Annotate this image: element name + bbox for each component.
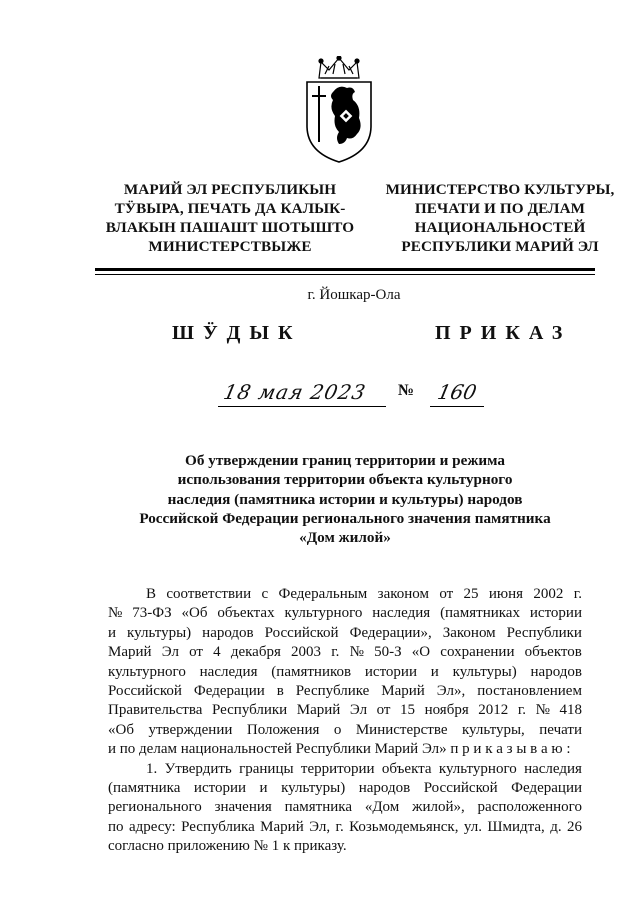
title-line: наследия (памятника истории и культуры) народов <box>167 490 523 508</box>
header-right-line: МИНИСТЕРСТВО КУЛЬТУРЫ, <box>385 181 615 198</box>
title-line: Об утверждении границ территории и режима <box>185 452 505 469</box>
body-word: сохранении <box>440 644 515 661</box>
body-word: ноября <box>424 702 469 719</box>
document-title <box>110 451 580 547</box>
body-word: 2003 <box>291 644 322 661</box>
body-line <box>108 624 582 643</box>
coat-of-arms-emblem <box>299 56 379 164</box>
body-word: с <box>261 586 269 602</box>
body-word: г. <box>335 818 344 835</box>
body-word: Эл», <box>436 683 466 700</box>
body-word: Утвердить <box>164 760 232 777</box>
body-word: расположенного <box>477 799 582 816</box>
body-word: Федерации <box>511 780 582 797</box>
body-word: печати <box>539 721 582 738</box>
sword-icon <box>312 86 326 142</box>
body-word: № <box>108 605 123 622</box>
body-word: № <box>535 702 550 719</box>
header-left-line: МИНИСТЕРСТВЫЖЕ <box>148 238 312 255</box>
body-word: народов <box>358 780 411 797</box>
body-word: 2002 <box>533 586 564 602</box>
handwritten-number: 160 <box>435 380 479 404</box>
body-word: законом <box>377 586 429 602</box>
body-word: истории <box>529 605 582 622</box>
body-line <box>108 701 582 720</box>
title-line: использования территории объекта культурного <box>177 471 513 489</box>
crown-icon <box>319 56 359 78</box>
body-word: Эл, <box>309 818 331 835</box>
body-line <box>108 663 582 682</box>
body-line <box>108 818 582 837</box>
body-word: Республики <box>211 702 288 719</box>
header-divider-thin <box>95 274 595 275</box>
body-word: и <box>108 624 117 641</box>
header-right-russian <box>370 180 630 256</box>
body-word: «О <box>411 644 431 661</box>
body-word: 26 <box>567 818 582 835</box>
body-word: В <box>146 586 157 602</box>
header-left-line: МАРИЙ ЭЛ РЕСПУБЛИКЫН <box>123 181 337 198</box>
body-word: территории <box>300 760 375 777</box>
header-right-line: РЕСПУБЛИКИ МАРИЙ ЭЛ <box>401 238 599 255</box>
body-word: 15 <box>400 702 416 719</box>
body-word: границы <box>239 760 294 777</box>
body-word: объектов <box>524 644 582 661</box>
body-word: Федерации <box>193 683 265 700</box>
body-word: от <box>439 586 454 602</box>
title-line: «Дом жилой» <box>299 529 391 547</box>
body-word: от <box>189 644 203 661</box>
body-word: 1. <box>146 760 158 777</box>
header-right-line: НАЦИОНАЛЬНОСТЕЙ <box>414 219 586 236</box>
body-word: «Дом <box>364 799 400 816</box>
body-word: (памятника <box>108 780 181 797</box>
body-word: Республике <box>295 683 370 700</box>
body-word: народов <box>202 624 254 641</box>
body-word: Республика <box>181 818 255 835</box>
body-word: «Об <box>181 605 208 622</box>
body-word: по <box>108 818 124 835</box>
document-body <box>108 585 582 857</box>
body-word: культурного <box>284 605 363 622</box>
body-word: Законом <box>442 624 496 641</box>
body-word: Российской <box>423 780 498 797</box>
body-word: Правительства <box>108 702 203 719</box>
handwritten-date: 18 мая 2023 <box>221 380 369 404</box>
body-word: и <box>430 663 439 680</box>
order-word-mari: ШӰДЫК <box>172 322 302 344</box>
body-word: (памятников <box>271 663 352 680</box>
body-word: Российской <box>108 683 182 700</box>
body-line <box>108 682 582 701</box>
body-word: жилой», <box>412 799 465 816</box>
header-left-mari <box>100 180 360 256</box>
body-word: Шмидта, <box>487 818 545 835</box>
body-word: культурного <box>438 760 517 777</box>
body-word: культуры) <box>281 780 346 797</box>
body-word: ул. <box>463 818 482 835</box>
body-word: культуры, <box>461 721 525 738</box>
body-word: объекта <box>381 760 432 777</box>
body-line <box>108 585 582 604</box>
body-word: о <box>333 721 342 738</box>
body-word: г. <box>573 586 582 602</box>
date-underline <box>218 406 386 407</box>
body-line <box>108 643 582 662</box>
body-word: наследия <box>372 605 431 622</box>
body-word: соответствии <box>166 586 252 602</box>
body-word: (памятниках <box>440 605 520 622</box>
number-sign: № <box>398 382 415 399</box>
date-number-line <box>218 372 518 412</box>
body-word: истории <box>364 663 417 680</box>
body-word: адресу: <box>128 818 176 835</box>
body-word: в <box>276 683 284 700</box>
body-word: истории <box>193 780 247 797</box>
order-word-russian: ПРИКАЗ <box>435 322 572 344</box>
body-line <box>108 798 582 817</box>
body-word: народов <box>530 663 582 680</box>
body-word: № <box>349 644 364 661</box>
body-word: Козьмодемьянск, <box>349 818 459 835</box>
city-name: г. Йошкар-Ола <box>307 287 401 303</box>
body-word: декабря <box>230 644 281 661</box>
body-word: постановлением <box>477 683 582 700</box>
body-word: 50-З <box>374 644 402 661</box>
body-word: объектах <box>217 605 275 622</box>
header-right-line: ПЕЧАТИ И ПО ДЕЛАМ <box>414 200 586 217</box>
body-word: «Об <box>108 721 134 738</box>
body-word: Марий <box>296 702 341 719</box>
title-line: Российской Федерации регионального значения памятника <box>139 509 551 527</box>
body-word: наследия <box>524 760 582 777</box>
body-word: Российской <box>264 624 339 641</box>
header-divider-thick <box>95 268 595 271</box>
body-word: памятника <box>284 799 352 816</box>
body-word: Эл <box>349 702 368 719</box>
body-line <box>108 837 582 856</box>
body-word: 73-ФЗ <box>132 605 172 622</box>
body-line <box>108 604 582 623</box>
body-word: июня <box>488 586 524 602</box>
body-word: Марий <box>108 644 152 661</box>
body-word: наследия <box>199 663 258 680</box>
body-word: 4 <box>213 644 221 661</box>
body-line <box>108 779 582 798</box>
body-line <box>108 760 582 779</box>
body-word: Положения <box>246 721 320 738</box>
header-left-line: ВЛАКЫН ПАШАШТ ШОТЫШТО <box>105 219 355 236</box>
header-left-line: ТӰВЫРА, ПЕЧАТЬ ДА КАЛЫК- <box>114 200 346 217</box>
body-line-text: и по делам национальностей Республики Марий Эл» п р и к а з ы в а ю : <box>108 741 571 758</box>
body-word: культуры) <box>127 624 192 641</box>
body-word: Республики <box>506 624 582 641</box>
body-word: Марий <box>260 818 304 835</box>
body-word: от <box>376 702 391 719</box>
body-word: Марий <box>381 683 425 700</box>
body-word: 418 <box>559 702 582 719</box>
body-line <box>108 721 582 740</box>
body-word: Федерации», <box>349 624 432 641</box>
body-word: регионального <box>108 799 202 816</box>
body-word: культурного <box>108 663 186 680</box>
body-word: и <box>259 780 268 797</box>
body-word: г. <box>331 644 340 661</box>
body-word: Федеральным <box>278 586 368 602</box>
body-line-text: согласно приложению № 1 к приказу. <box>108 838 347 855</box>
body-word: утверждении <box>148 721 233 738</box>
body-word: 2012 <box>478 702 509 719</box>
body-word: культуры) <box>452 663 517 680</box>
number-underline <box>430 406 484 407</box>
body-line <box>108 740 582 759</box>
body-word: Министерстве <box>355 721 448 738</box>
body-word: д. <box>550 818 562 835</box>
body-word: Эл <box>161 644 179 661</box>
body-word: г. <box>517 702 527 719</box>
body-word: 25 <box>463 586 479 602</box>
body-word: значения <box>214 799 272 816</box>
